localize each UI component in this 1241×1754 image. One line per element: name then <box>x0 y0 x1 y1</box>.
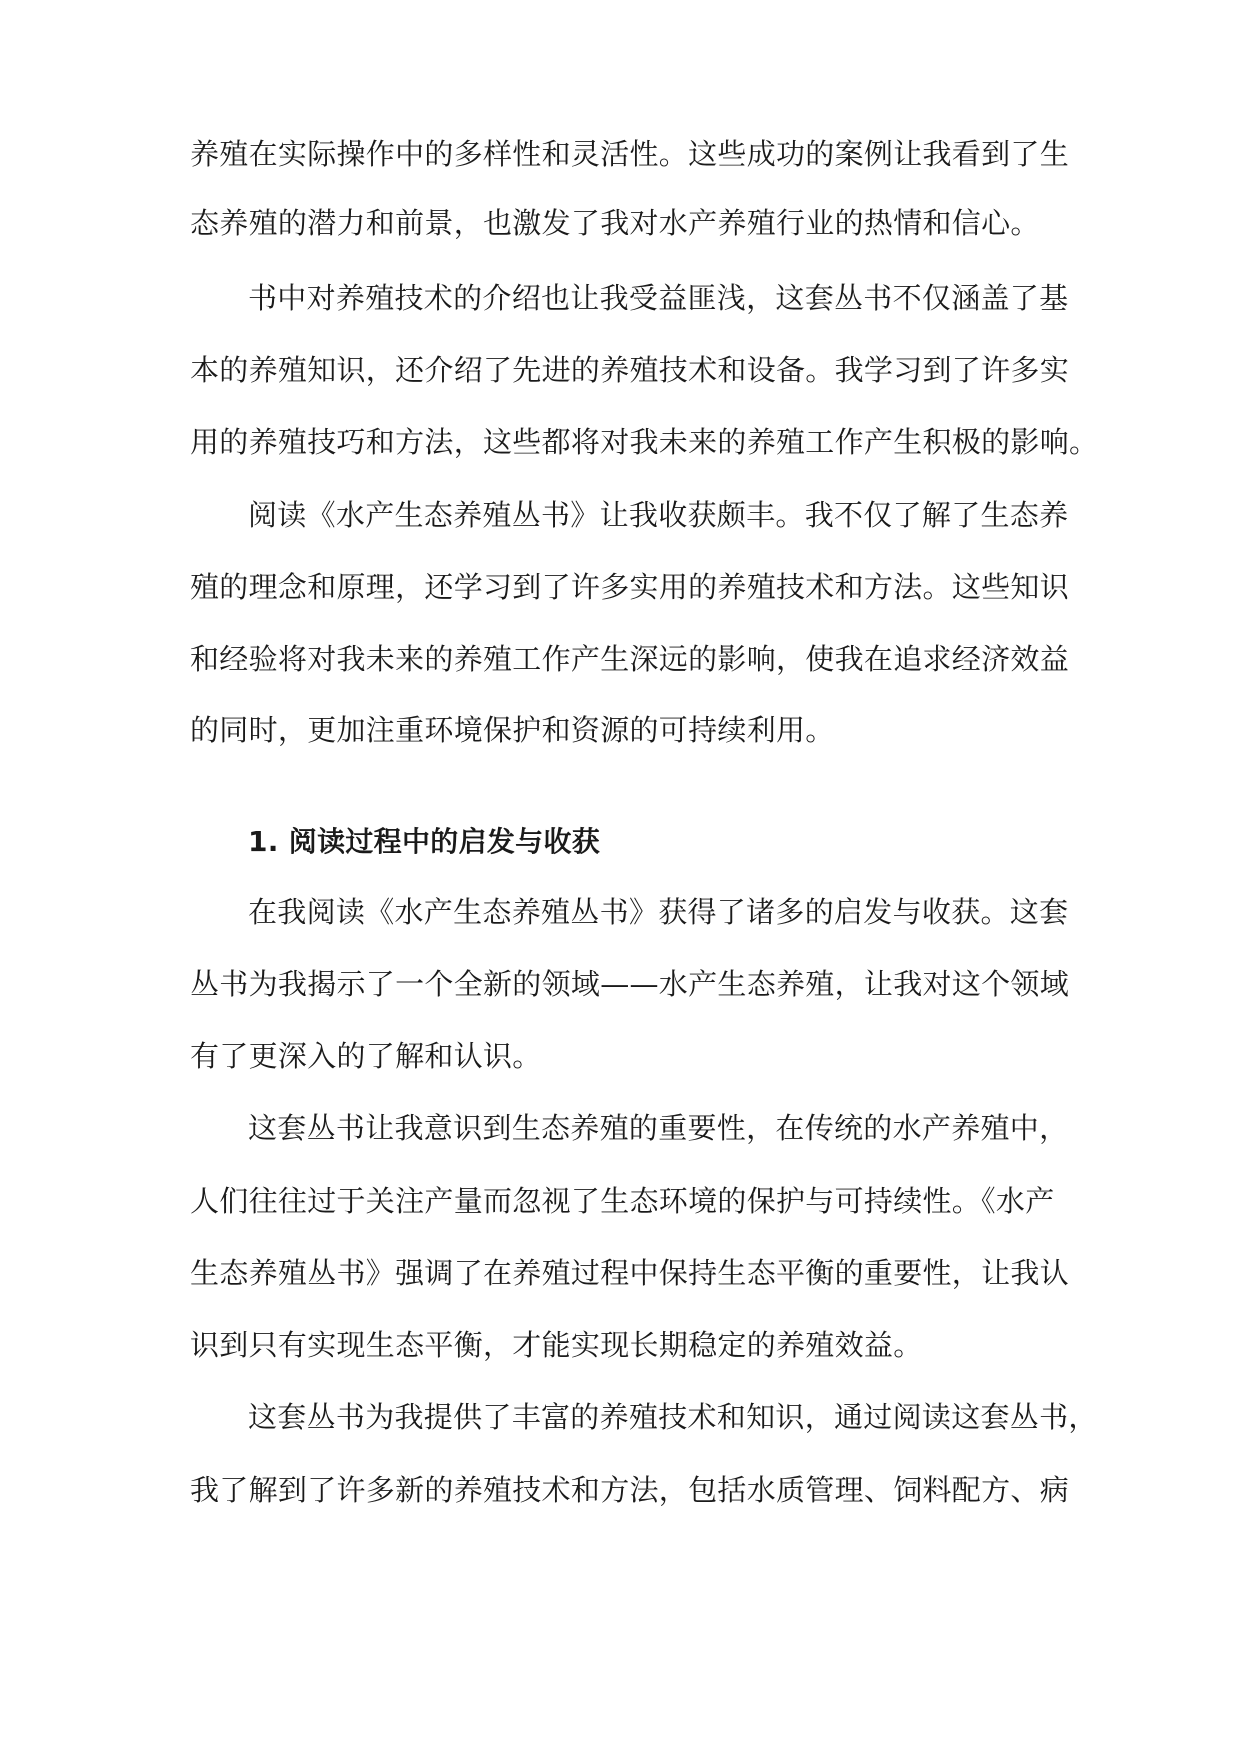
paragraph-line: 殖的理念和原理，还学习到了许多实用的养殖技术和方法。这些知识 <box>190 570 1070 604</box>
paragraph-line: 本的养殖知识，还介绍了先进的养殖技术和设备。我学习到了许多实 <box>190 353 1070 387</box>
paragraph-line: 人们往往过于关注产量而忽视了生态环境的保护与可持续性。《水产 <box>190 1184 1055 1218</box>
section-heading: 1. 阅读过程中的启发与收获 <box>248 825 601 858</box>
paragraph-line: 识到只有实现生态平衡，才能实现长期稳定的养殖效益。 <box>190 1328 923 1362</box>
paragraph-line: 阅读《水产生态养殖丛书》让我收获颇丰。我不仅了解了生态养 <box>248 498 1069 532</box>
paragraph-line: 丛书为我揭示了一个全新的领域——水产生态养殖，让我对这个领域 <box>190 967 1070 1001</box>
paragraph-line: 这套丛书让我意识到生态养殖的重要性，在传统的水产养殖中， <box>248 1111 1069 1145</box>
paragraph-line: 生态养殖丛书》强调了在养殖过程中保持生态平衡的重要性，让我认 <box>190 1256 1070 1290</box>
paragraph-line: 这套丛书为我提供了丰富的养殖技术和知识，通过阅读这套丛书， <box>248 1400 1098 1434</box>
paragraph-line: 养殖在实际操作中的多样性和灵活性。这些成功的案例让我看到了生 <box>190 137 1070 171</box>
paragraph-line: 书中对养殖技术的介绍也让我受益匪浅，这套丛书不仅涵盖了基 <box>248 281 1069 315</box>
paragraph-line: 我了解到了许多新的养殖技术和方法，包括水质管理、饲料配方、病 <box>190 1473 1070 1507</box>
paragraph-line: 态养殖的潜力和前景，也激发了我对水产养殖行业的热情和信心。 <box>190 206 1040 240</box>
paragraph-line: 有了更深入的了解和认识。 <box>190 1039 542 1073</box>
paragraph-line: 和经验将对我未来的养殖工作产生深远的影响，使我在追求经济效益 <box>190 642 1070 676</box>
paragraph-line: 的同时，更加注重环境保护和资源的可持续利用。 <box>190 713 835 747</box>
paragraph-line: 用的养殖技巧和方法，这些都将对我未来的养殖工作产生积极的影响。 <box>190 425 1099 459</box>
paragraph-line: 在我阅读《水产生态养殖丛书》获得了诸多的启发与收获。这套 <box>248 895 1069 929</box>
